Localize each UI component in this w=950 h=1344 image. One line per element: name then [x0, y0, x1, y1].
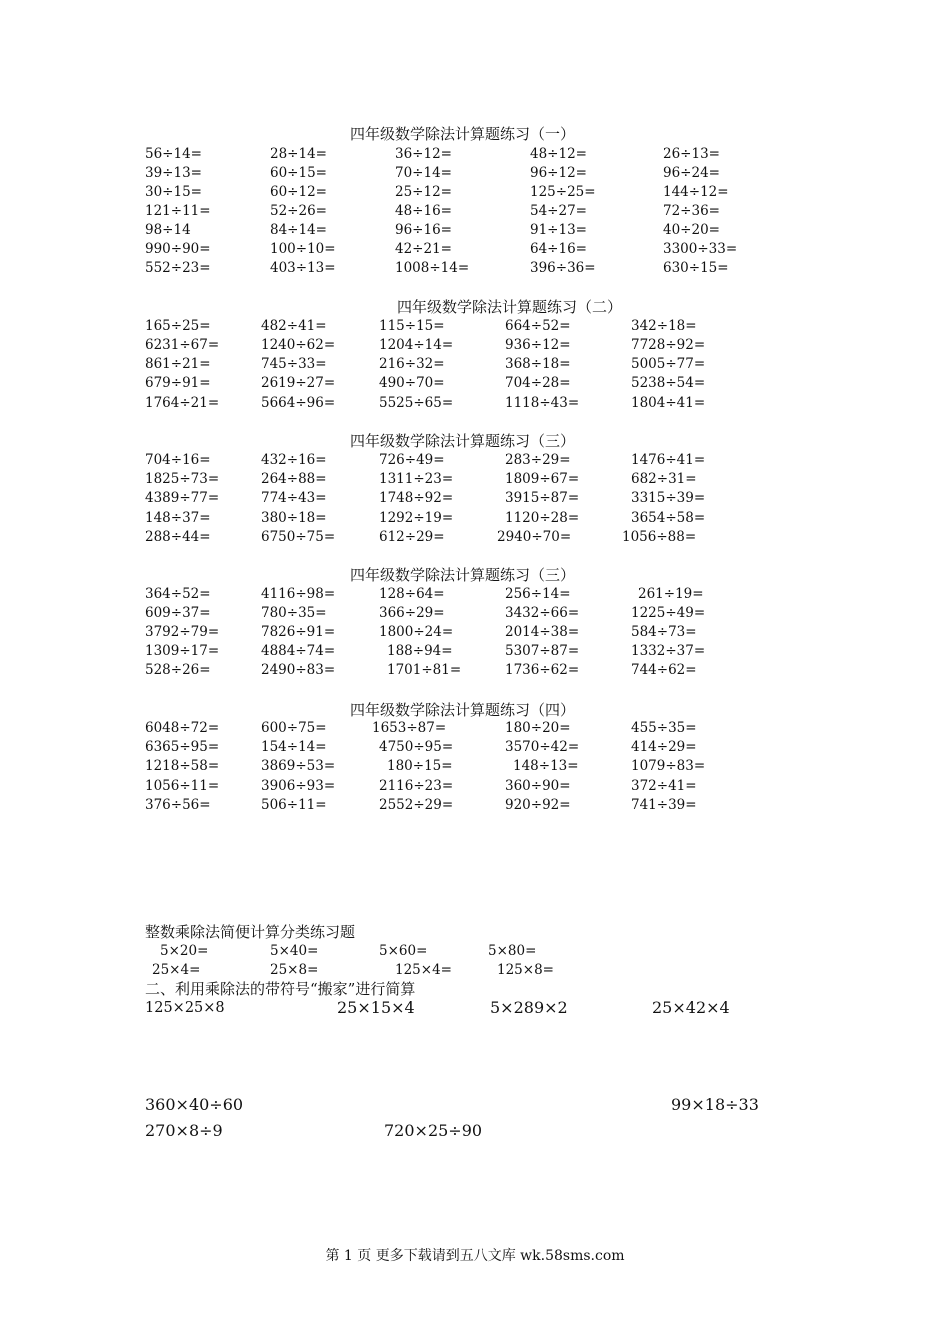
problem: 70÷14= [395, 165, 452, 181]
problem: 741÷39= [631, 797, 697, 813]
problem: 148÷37= [145, 510, 211, 526]
problem-row [0, 585, 950, 604]
problem: 3315÷39= [631, 490, 706, 506]
problem: 745÷33= [261, 356, 327, 372]
problem: 1204÷14= [379, 337, 454, 353]
problem: 936÷12= [505, 337, 571, 353]
problem: 6048÷72= [145, 720, 220, 736]
problem: 2940÷70= [497, 529, 572, 545]
problem: 403÷13= [270, 260, 336, 276]
problem-row [0, 145, 950, 164]
expression: 99×18÷33 [671, 1095, 759, 1114]
problem: 1332÷37= [631, 643, 706, 659]
problem: 2552÷29= [379, 797, 454, 813]
problem: 1764÷21= [145, 395, 220, 411]
problem-row [0, 528, 950, 547]
problem: 1809÷67= [505, 471, 580, 487]
problem: 364÷52= [145, 586, 211, 602]
problem: 54÷27= [530, 203, 587, 219]
problem-row [0, 719, 950, 738]
problem-row [0, 509, 950, 528]
problem: 3654÷58= [631, 510, 706, 526]
section-title: 四年级数学除法计算题练习（三） [350, 432, 576, 450]
problem: 25×8= [270, 962, 319, 978]
problem: 1701÷81= [387, 662, 462, 678]
problem-row [0, 623, 950, 642]
problem: 125÷25= [530, 184, 596, 200]
problem: 1056÷11= [145, 778, 220, 794]
problem: 584÷73= [631, 624, 697, 640]
problem: 4884÷74= [261, 643, 336, 659]
problem: 84÷14= [270, 222, 327, 238]
problem-row [0, 164, 950, 183]
problem: 4750÷95= [379, 739, 454, 755]
problem: 125×4= [395, 962, 452, 978]
problem: 482÷41= [261, 318, 327, 334]
problem: 612÷29= [379, 529, 445, 545]
problem: 3915÷87= [505, 490, 580, 506]
problem-row [0, 336, 950, 355]
problem: 490÷70= [379, 375, 445, 391]
problem: 3906÷93= [261, 778, 336, 794]
problem: 6750÷75= [261, 529, 336, 545]
expression: 720×25÷90 [384, 1121, 483, 1140]
problem: 780÷35= [261, 605, 327, 621]
problem: 288÷44= [145, 529, 211, 545]
problem: 256÷14= [505, 586, 571, 602]
problem: 368÷18= [505, 356, 571, 372]
problem: 36÷12= [395, 146, 452, 162]
problem: 4116÷98= [261, 586, 336, 602]
problem: 1079÷83= [631, 758, 706, 774]
problem: 4389÷77= [145, 490, 220, 506]
problem: 1800÷24= [379, 624, 454, 640]
problem: 42÷21= [395, 241, 452, 257]
problem: 5238÷54= [631, 375, 706, 391]
problem: 28÷14= [270, 146, 327, 162]
problem: 6365÷95= [145, 739, 220, 755]
problem: 3432÷66= [505, 605, 580, 621]
expression: 270×8÷9 [145, 1121, 223, 1140]
problem: 630÷15= [663, 260, 729, 276]
problem-row [0, 777, 950, 796]
problem: 2014÷38= [505, 624, 580, 640]
problem: 376÷56= [145, 797, 211, 813]
section-title: 四年级数学除法计算题练习（四） [350, 701, 576, 719]
problem: 726÷49= [379, 452, 445, 468]
problem-row [0, 183, 950, 202]
problem: 91÷13= [530, 222, 587, 238]
problem: 342÷18= [631, 318, 697, 334]
problem-row [0, 489, 950, 508]
page-footer: 第 1 页 更多下载请到五八文库 wk.58sms.com [325, 1248, 625, 1264]
problem: 1225÷49= [631, 605, 706, 621]
problem: 64÷16= [530, 241, 587, 257]
problem: 98÷14 [145, 222, 191, 238]
problem: 1309÷17= [145, 643, 220, 659]
problem: 2116÷23= [379, 778, 454, 794]
problem: 180÷20= [505, 720, 571, 736]
problem: 432÷16= [261, 452, 327, 468]
problem: 1804÷41= [631, 395, 706, 411]
problem: 60÷12= [270, 184, 327, 200]
expression: 360×40÷60 [145, 1095, 244, 1114]
problem-row [0, 317, 950, 336]
problem: 125×8= [497, 962, 554, 978]
problem: 679÷91= [145, 375, 211, 391]
problem-row [0, 470, 950, 489]
problem: 1120÷28= [505, 510, 580, 526]
problem-row [0, 221, 950, 240]
problem: 506÷11= [261, 797, 327, 813]
problem: 682÷31= [631, 471, 697, 487]
problem: 3300÷33= [663, 241, 738, 257]
problem: 3792÷79= [145, 624, 220, 640]
problem: 704÷28= [505, 375, 571, 391]
problem: 1311÷23= [379, 471, 454, 487]
problem-row [0, 394, 950, 413]
problem: 25÷12= [395, 184, 452, 200]
problem: 7826÷91= [261, 624, 336, 640]
problem: 1008÷14= [395, 260, 470, 276]
problem: 1653÷87= [372, 720, 447, 736]
problem: 414÷29= [631, 739, 697, 755]
problem: 5×80= [488, 943, 537, 959]
problem: 2490÷83= [261, 662, 336, 678]
problem: 121÷11= [145, 203, 211, 219]
problem: 39÷13= [145, 165, 202, 181]
problem: 600÷75= [261, 720, 327, 736]
problem: 990÷90= [145, 241, 211, 257]
section-title: 四年级数学除法计算题练习（三） [350, 566, 576, 584]
problem: 3570÷42= [505, 739, 580, 755]
problem: 5664÷96= [261, 395, 336, 411]
problem: 30÷15= [145, 184, 202, 200]
problem: 283÷29= [505, 452, 571, 468]
expression: 5×289×2 [490, 998, 568, 1017]
expression-row [0, 999, 950, 1019]
problem: 72÷36= [663, 203, 720, 219]
problem: 5005÷77= [631, 356, 706, 372]
problem: 366÷29= [379, 605, 445, 621]
problem: 5×20= [160, 943, 209, 959]
problem: 148÷13= [513, 758, 579, 774]
part2-heading: 二、利用乘除法的带符号“搬家”进行简算 [145, 980, 416, 998]
problem: 1476÷41= [631, 452, 706, 468]
problem: 165÷25= [145, 318, 211, 334]
problem-row [0, 642, 950, 661]
section-title: 四年级数学除法计算题练习（一） [350, 125, 576, 143]
problem: 744÷62= [631, 662, 697, 678]
problem: 48÷16= [395, 203, 452, 219]
problem: 664÷52= [505, 318, 571, 334]
problem-row [0, 661, 950, 680]
problem: 264÷88= [261, 471, 327, 487]
section-title: 四年级数学除法计算题练习（二） [397, 298, 623, 316]
problem-row [0, 355, 950, 374]
problem: 1292÷19= [379, 510, 454, 526]
problem: 56÷14= [145, 146, 202, 162]
problem: 774÷43= [261, 490, 327, 506]
problem: 60÷15= [270, 165, 327, 181]
simplified-heading: 整数乘除法简便计算分类练习题 [145, 923, 356, 941]
problem: 380÷18= [261, 510, 327, 526]
problem-row [0, 202, 950, 221]
problem-row [0, 374, 950, 393]
problem: 1118÷43= [505, 395, 580, 411]
problem: 52÷26= [270, 203, 327, 219]
problem: 96÷12= [530, 165, 587, 181]
problem: 261÷19= [638, 586, 704, 602]
problem: 7728÷92= [631, 337, 706, 353]
problem: 144÷12= [663, 184, 729, 200]
problem: 704÷16= [145, 452, 211, 468]
problem: 861÷21= [145, 356, 211, 372]
problem: 455÷35= [631, 720, 697, 736]
problem: 96÷24= [663, 165, 720, 181]
problem: 5307÷87= [505, 643, 580, 659]
problem: 5×60= [379, 943, 428, 959]
expression: 25×42×4 [652, 998, 730, 1017]
problem: 2619÷27= [261, 375, 336, 391]
problem: 1218÷58= [145, 758, 220, 774]
problem: 1056÷88= [622, 529, 697, 545]
problem: 1240÷62= [261, 337, 336, 353]
problem: 372÷41= [631, 778, 697, 794]
problem: 609÷37= [145, 605, 211, 621]
expression: 25×15×4 [337, 998, 415, 1017]
problem: 188÷94= [387, 643, 453, 659]
problem-row [0, 738, 950, 757]
problem: 25×4= [152, 962, 201, 978]
problem: 1825÷73= [145, 471, 220, 487]
problem: 48÷12= [530, 146, 587, 162]
expression: 125×25×8 [145, 1000, 225, 1016]
problem: 396÷36= [530, 260, 596, 276]
problem: 128÷64= [379, 586, 445, 602]
problem: 26÷13= [663, 146, 720, 162]
problem: 5525÷65= [379, 395, 454, 411]
problem: 5×40= [270, 943, 319, 959]
problem: 216÷32= [379, 356, 445, 372]
problem: 1748÷92= [379, 490, 454, 506]
problem-row [0, 451, 950, 470]
problem: 100÷10= [270, 241, 336, 257]
simplified-row [0, 961, 950, 980]
problem: 96÷16= [395, 222, 452, 238]
expression-row [0, 1095, 950, 1115]
problem-row [0, 757, 950, 776]
expression-row [0, 1121, 950, 1141]
problem-row [0, 240, 950, 259]
problem-row [0, 604, 950, 623]
problem: 180÷15= [387, 758, 453, 774]
problem: 528÷26= [145, 662, 211, 678]
simplified-row [0, 942, 950, 961]
problem-row [0, 259, 950, 278]
problem: 360÷90= [505, 778, 571, 794]
problem: 40÷20= [663, 222, 720, 238]
problem: 115÷15= [379, 318, 445, 334]
problem: 552÷23= [145, 260, 211, 276]
problem: 154÷14= [261, 739, 327, 755]
problem: 920÷92= [505, 797, 571, 813]
problem: 1736÷62= [505, 662, 580, 678]
problem-row [0, 796, 950, 815]
problem: 3869÷53= [261, 758, 336, 774]
problem: 6231÷67= [145, 337, 220, 353]
